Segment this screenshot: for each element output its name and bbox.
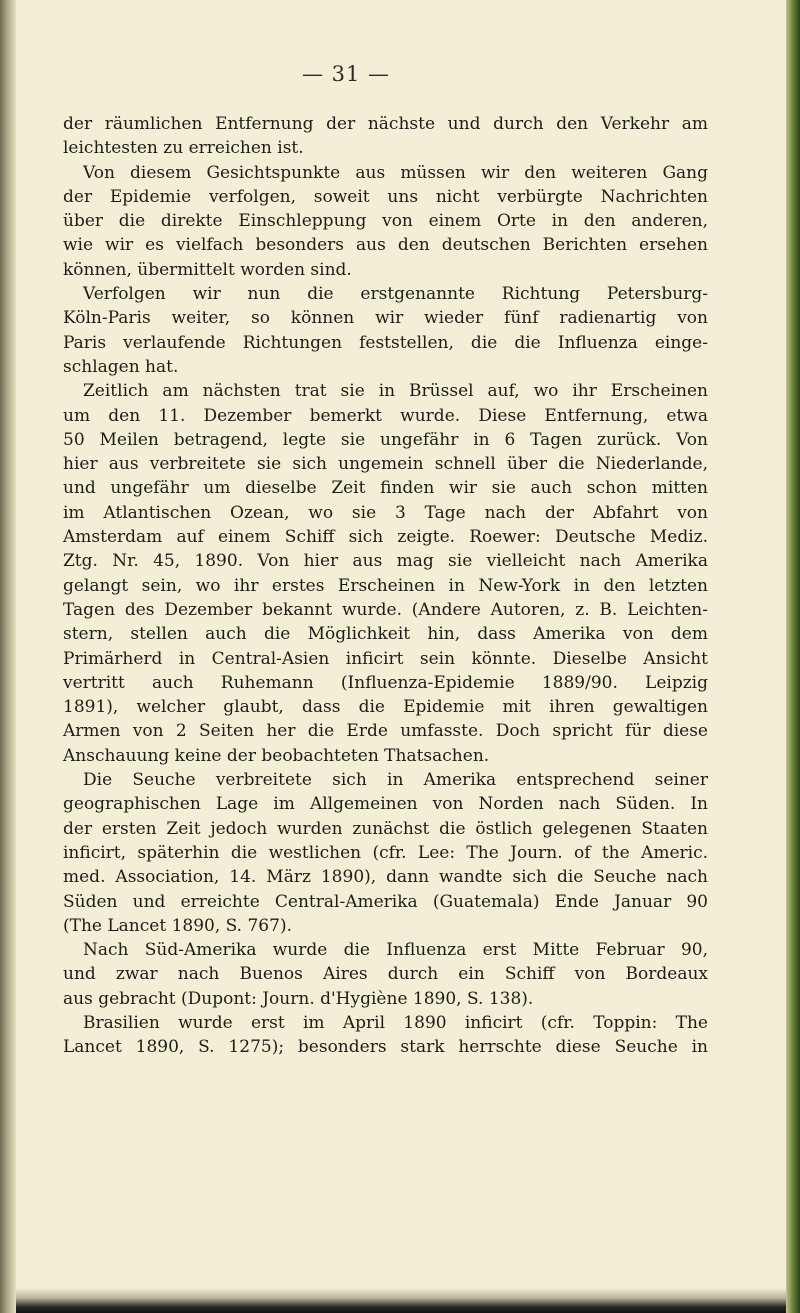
text-line: schlagen hat.	[63, 356, 179, 377]
text-line: 1891), welcher glaubt, dass die Epidemie mit ihren gewaltigen	[63, 697, 708, 718]
text-line: über die direkte Einschleppung von einem Orte in den anderen,	[63, 211, 708, 232]
text-line: aus gebracht (Dupont: Journ. d'Hygiène 1890, S. 138).	[63, 988, 534, 1009]
text-line: stern, stellen auch die Möglichkeit hin, dass Amerika von dem	[63, 624, 708, 645]
book-page	[16, 0, 786, 1313]
text-line: der Epidemie verfolgen, soweit uns nicht verbürgte Nachrichten	[63, 186, 708, 207]
text-line: gelangt sein, wo ihr erstes Erscheinen in New-York in den letzten	[63, 575, 708, 596]
text-line: wie wir es vielfach besonders aus den deutschen Berichten ersehen	[63, 235, 708, 256]
text-line: leichtesten zu erreichen ist.	[63, 138, 304, 159]
text-line: Armen von 2 Seiten her die Erde umfasste. Doch spricht für diese	[63, 721, 708, 742]
text-line: der räumlichen Entfernung der nächste und durch den Verkehr am	[63, 114, 708, 134]
text-line: Primärherd in Central-Asien inficirt sein könnte. Dieselbe Ansicht	[63, 648, 708, 669]
text-line: inficirt, späterhin die westlichen (cfr. Lee: The Journ. of the Americ.	[63, 842, 708, 863]
text-line: 50 Meilen betragend, legte sie ungefähr in 6 Tagen zurück. Von	[63, 429, 708, 450]
text-line: der ersten Zeit jedoch wurden zunächst die östlich gelegenen Staaten	[63, 818, 708, 839]
text-line: im Atlantischen Ozean, wo sie 3 Tage nach der Abfahrt von	[63, 502, 708, 523]
text-line: Zeitlich am nächsten trat sie in Brüssel auf, wo ihr Erscheinen	[83, 381, 708, 402]
text-line: Brasilien wurde erst im April 1890 inficirt (cfr. Toppin: The	[83, 1012, 708, 1033]
text-line: geographischen Lage im Allgemeinen von Norden nach Süden. In	[63, 794, 708, 815]
text-line: Ztg. Nr. 45, 1890. Von hier aus mag sie vielleicht nach Amerika	[63, 551, 708, 572]
page-number: — 31 —	[301, 62, 391, 86]
text-line: Von diesem Gesichtspunkte aus müssen wir den weiteren Gang	[83, 162, 708, 183]
text-line: vertritt auch Ruhemann (Influenza-Epidemie 1889/90. Leipzig	[63, 672, 708, 693]
text-line: Tagen des Dezember bekannt wurde. (Andere Autoren, z. B. Leichten-	[63, 599, 708, 620]
text-line: Verfolgen wir nun die erstgenannte Richtung Petersburg-	[83, 284, 708, 305]
text-line: und ungefähr um dieselbe Zeit finden wir sie auch schon mitten	[63, 478, 708, 499]
text-line: Süden und erreichte Central-Amerika (Guatemala) Ende Januar 90	[63, 891, 708, 912]
text-line: Köln-Paris weiter, so können wir wieder fünf radienartig von	[63, 308, 708, 329]
text-line: Anschauung keine der beobachteten Thatsachen.	[63, 745, 490, 766]
text-line: Nach Süd-Amerika wurde die Influenza erst Mitte Februar 90,	[83, 940, 708, 961]
text-line: und zwar nach Buenos Aires durch ein Schiff von Bordeaux	[63, 964, 708, 985]
page-edge-bottom	[16, 1288, 786, 1313]
page-edge-right	[786, 0, 800, 1313]
text-line: (The Lancet 1890, S. 767).	[63, 915, 292, 936]
text-line: können, übermittelt worden sind.	[63, 259, 352, 280]
body-text	[63, 112, 708, 1060]
text-line: Die Seuche verbreitete sich in Amerika entsprechend seiner	[83, 770, 708, 791]
text-line: um den 11. Dezember bemerkt wurde. Diese Entfernung, etwa	[63, 405, 708, 426]
book-spine-shadow	[0, 0, 16, 1313]
text-line: Lancet 1890, S. 1275); besonders stark herrschte diese Seuche in	[63, 1037, 708, 1058]
text-line: Paris verlaufende Richtungen feststellen, die die Influenza einge-	[63, 332, 708, 353]
text-line: Amsterdam auf einem Schiff sich zeigte. Roewer: Deutsche Mediz.	[63, 527, 708, 548]
text-line: hier aus verbreitete sie sich ungemein schnell über die Niederlande,	[63, 454, 708, 475]
text-line: med. Association, 14. März 1890), dann wandte sich die Seuche nach	[63, 867, 708, 888]
